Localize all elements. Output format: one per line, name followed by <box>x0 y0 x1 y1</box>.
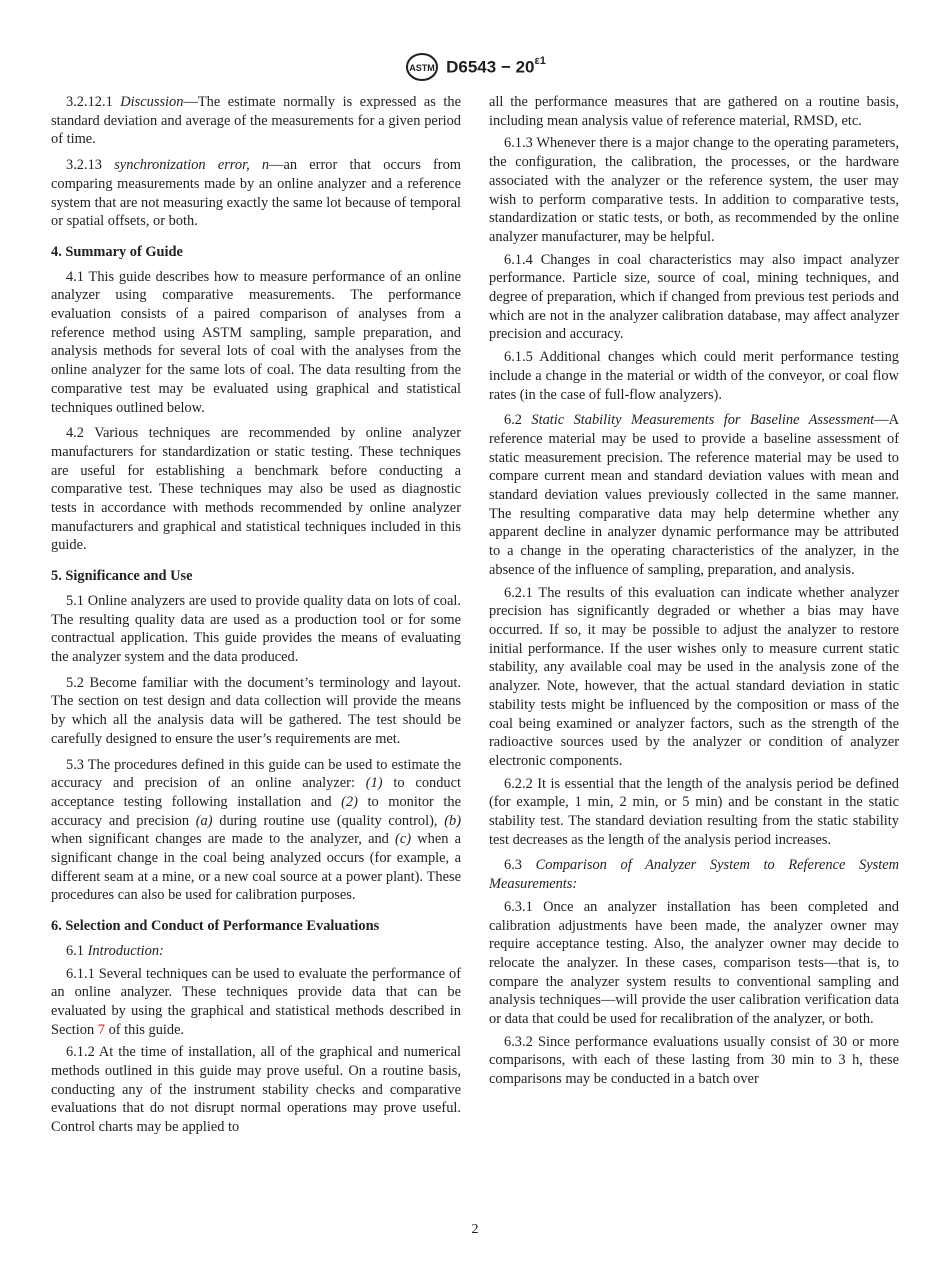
para-6-1-1: 6.1.1 Several techniques can be used to evaluate the performance of an online analyzer. These techniques provide data that can be evaluated by using the graphical and statistical methods described in Section 7 of this guide. <box>51 965 461 1038</box>
para-4-1: 4.1 This guide describes how to measure performance of an online analyzer using comparative measurements. The performance evaluation consists of a paired comparison of analyses from a reference method using ASTM sampling, sample preparation, and analysis methods for several lots of coal with the analyses from the online analyzer for the same lots of coal. The data resulting from the comparative test may be evaluated using graphical and statistical techniques outlined below. <box>51 268 461 416</box>
para-6-2-1: 6.2.1 The results of this evaluation can indicate whether analyzer precision has significantly degraded or whether a bias may have occurred. If so, it may be possible to adjust the analyzer to restore initial performance. If the user wishes only to measure current static stability, any available coal may be used in the analysis zone of the analyzer. Note, however, that the actual standard deviation in static stability tests might be influenced by the composition or mass of the coal being examined or analyzer factors, such as the strength of the radioactive sources used by the analyzer or condition of analyzer electronic components. <box>489 584 899 769</box>
astm-logo-icon <box>404 52 440 82</box>
para-6-2-2: 6.2.2 It is essential that the length of the analysis period be defined (for example, 1 min, 2 min, or 5 min) and be constant in the static stability test. The standard deviation resulting from the static stability test decreases as the length of the analysis period increases. <box>489 775 899 848</box>
para-3-2-12-1: 3.2.12.1 Discussion—The estimate normally is expressed as the standard deviation and average of the measurements for a given period of time. <box>51 94 461 148</box>
para-6-2: 6.2 Static Stability Measurements for Baseline Assessment—A reference material may be used to provide a baseline assessment of static measurement precision. The reference material may be used to compare current mean and standard deviation values with mean and standard deviation values previously collected in the same manner. The resulting comparative data may help determine whether any apparent decline in analyzer dynamic performance may be attributed to a change in the operating characteristics of the analyzer, in the absence of the influence of sampling, preparation, and analysis. <box>489 412 899 578</box>
para-6-1-5: 6.1.5 Additional changes which could merit performance testing include a change in the material or width of the conveyor, or coal flow rates (in the case of full-flow analyzers). <box>489 349 899 403</box>
para-continued: all the performance measures that are gathered on a routine basis, including mean analysis value of reference material, RMSD, etc. <box>489 94 899 129</box>
section-7-link[interactable]: 7 <box>97 1021 105 1038</box>
para-6-3-2: 6.3.2 Since performance evaluations usually consist of 30 or more comparisons, with each of these lasting from 30 min to 3 h, these comparisons may be conducted in a batch over <box>489 1033 899 1088</box>
para-6-1-3: 6.1.3 Whenever there is a major change to the operating parameters, the configuration, the calibration, the processes, or the hardware associated with the analyzer or the reference system, the user may wish to perform comparative tests. In addition to comparative tests, standardization or static tests, or both, as recommended by the online analyzer manufacturer, may be helpful. <box>489 135 899 245</box>
para-5-3: 5.3 The procedures defined in this guide can be used to estimate the accuracy and precision of an online analyzer: (1) to conduct acceptance testing following installation and (2) to monitor the accuracy and precision (a) during routine use (quality control), (b) when significant changes are made to the analyzer, and (c) when a significant change in the coal being analyzed occurs (for example, a different seam at a mine, or a new coal source at a power plant). These procedures can also be used for calibration purposes. <box>51 756 461 904</box>
para-6-3-1: 6.3.1 Once an analyzer installation has been completed and calibration adjustments have been made, the analyzer owner may require acceptance testing. Also, the analyzer owner may decide to relocate the analyzer. In these cases, comparison tests—that is, to compare the analyzer system results to conventional sampling and analysis techniques—will provide the user calibration verification data or data that could be used for recalibration of the analyzer, or both. <box>489 898 899 1028</box>
para-6-3: 6.3 Comparison of Analyzer System to Reference System Measurements: <box>489 857 899 893</box>
right-column <box>489 93 899 1093</box>
para-5-2: 5.2 Become familiar with the document’s terminology and layout. The section on test design and data collection will provide the means by which all the analysis data will be gathered. The test should be carefully designed to ensure the user’s requirements are met. <box>51 674 461 747</box>
section-heading-4: 4. Summary of Guide <box>51 243 183 260</box>
section-heading-5: 5. Significance and Use <box>51 568 193 585</box>
para-4-2: 4.2 Various techniques are recommended by online analyzer manufacturers for standardization or static testing. These techniques are useful for establishing a benchmark before conducting a comparative test. These techniques may also be used as diagnostic tests in accordance with methods recommended by online analyzer manufacturers and graphical and statistical techniques included in this guide. <box>51 425 461 554</box>
page-number: 2 <box>471 1222 479 1237</box>
document-designation: $D6543 - 20^{\varepsilon 1}$ <box>446 54 546 77</box>
para-6-1-2: 6.1.2 At the time of installation, all of the graphical and numerical methods outlined in this guide may prove useful. On a routine basis, conducting any of the instrument stability checks and comparative evaluations that do not disrupt normal operations may prove useful. Control charts may be applied to <box>51 1044 461 1136</box>
para-3-2-13: 3.2.13 synchronization error, n—an error that occurs from comparing measurements made by an online analyzer and a reference system that are not measuring exactly the same lot because of temporal or spatial offsets, or both. <box>51 157 461 230</box>
para-5-1: 5.1 Online analyzers are used to provide quality data on lots of coal. The resulting quality data are used as a production tool or for some contractual application. This guide provides the means of evaluating the analyzer system and the data produced. <box>51 592 461 665</box>
para-6-1-4: 6.1.4 Changes in coal characteristics may also impact analyzer performance. Particle size, source of coal, mining techniques, and degree of preparation, which if changed from previous test periods and which are not in the analyzer calibration database, may affect analyzer precision and accuracy. <box>489 251 899 343</box>
section-heading-6: 6. Selection and Conduct of Performance Evaluations <box>51 918 380 935</box>
para-6-1: 6.1 Introduction: <box>66 942 164 959</box>
left-column <box>51 93 461 1141</box>
logo-text: ASTM <box>409 63 435 73</box>
page-header <box>0 52 950 82</box>
